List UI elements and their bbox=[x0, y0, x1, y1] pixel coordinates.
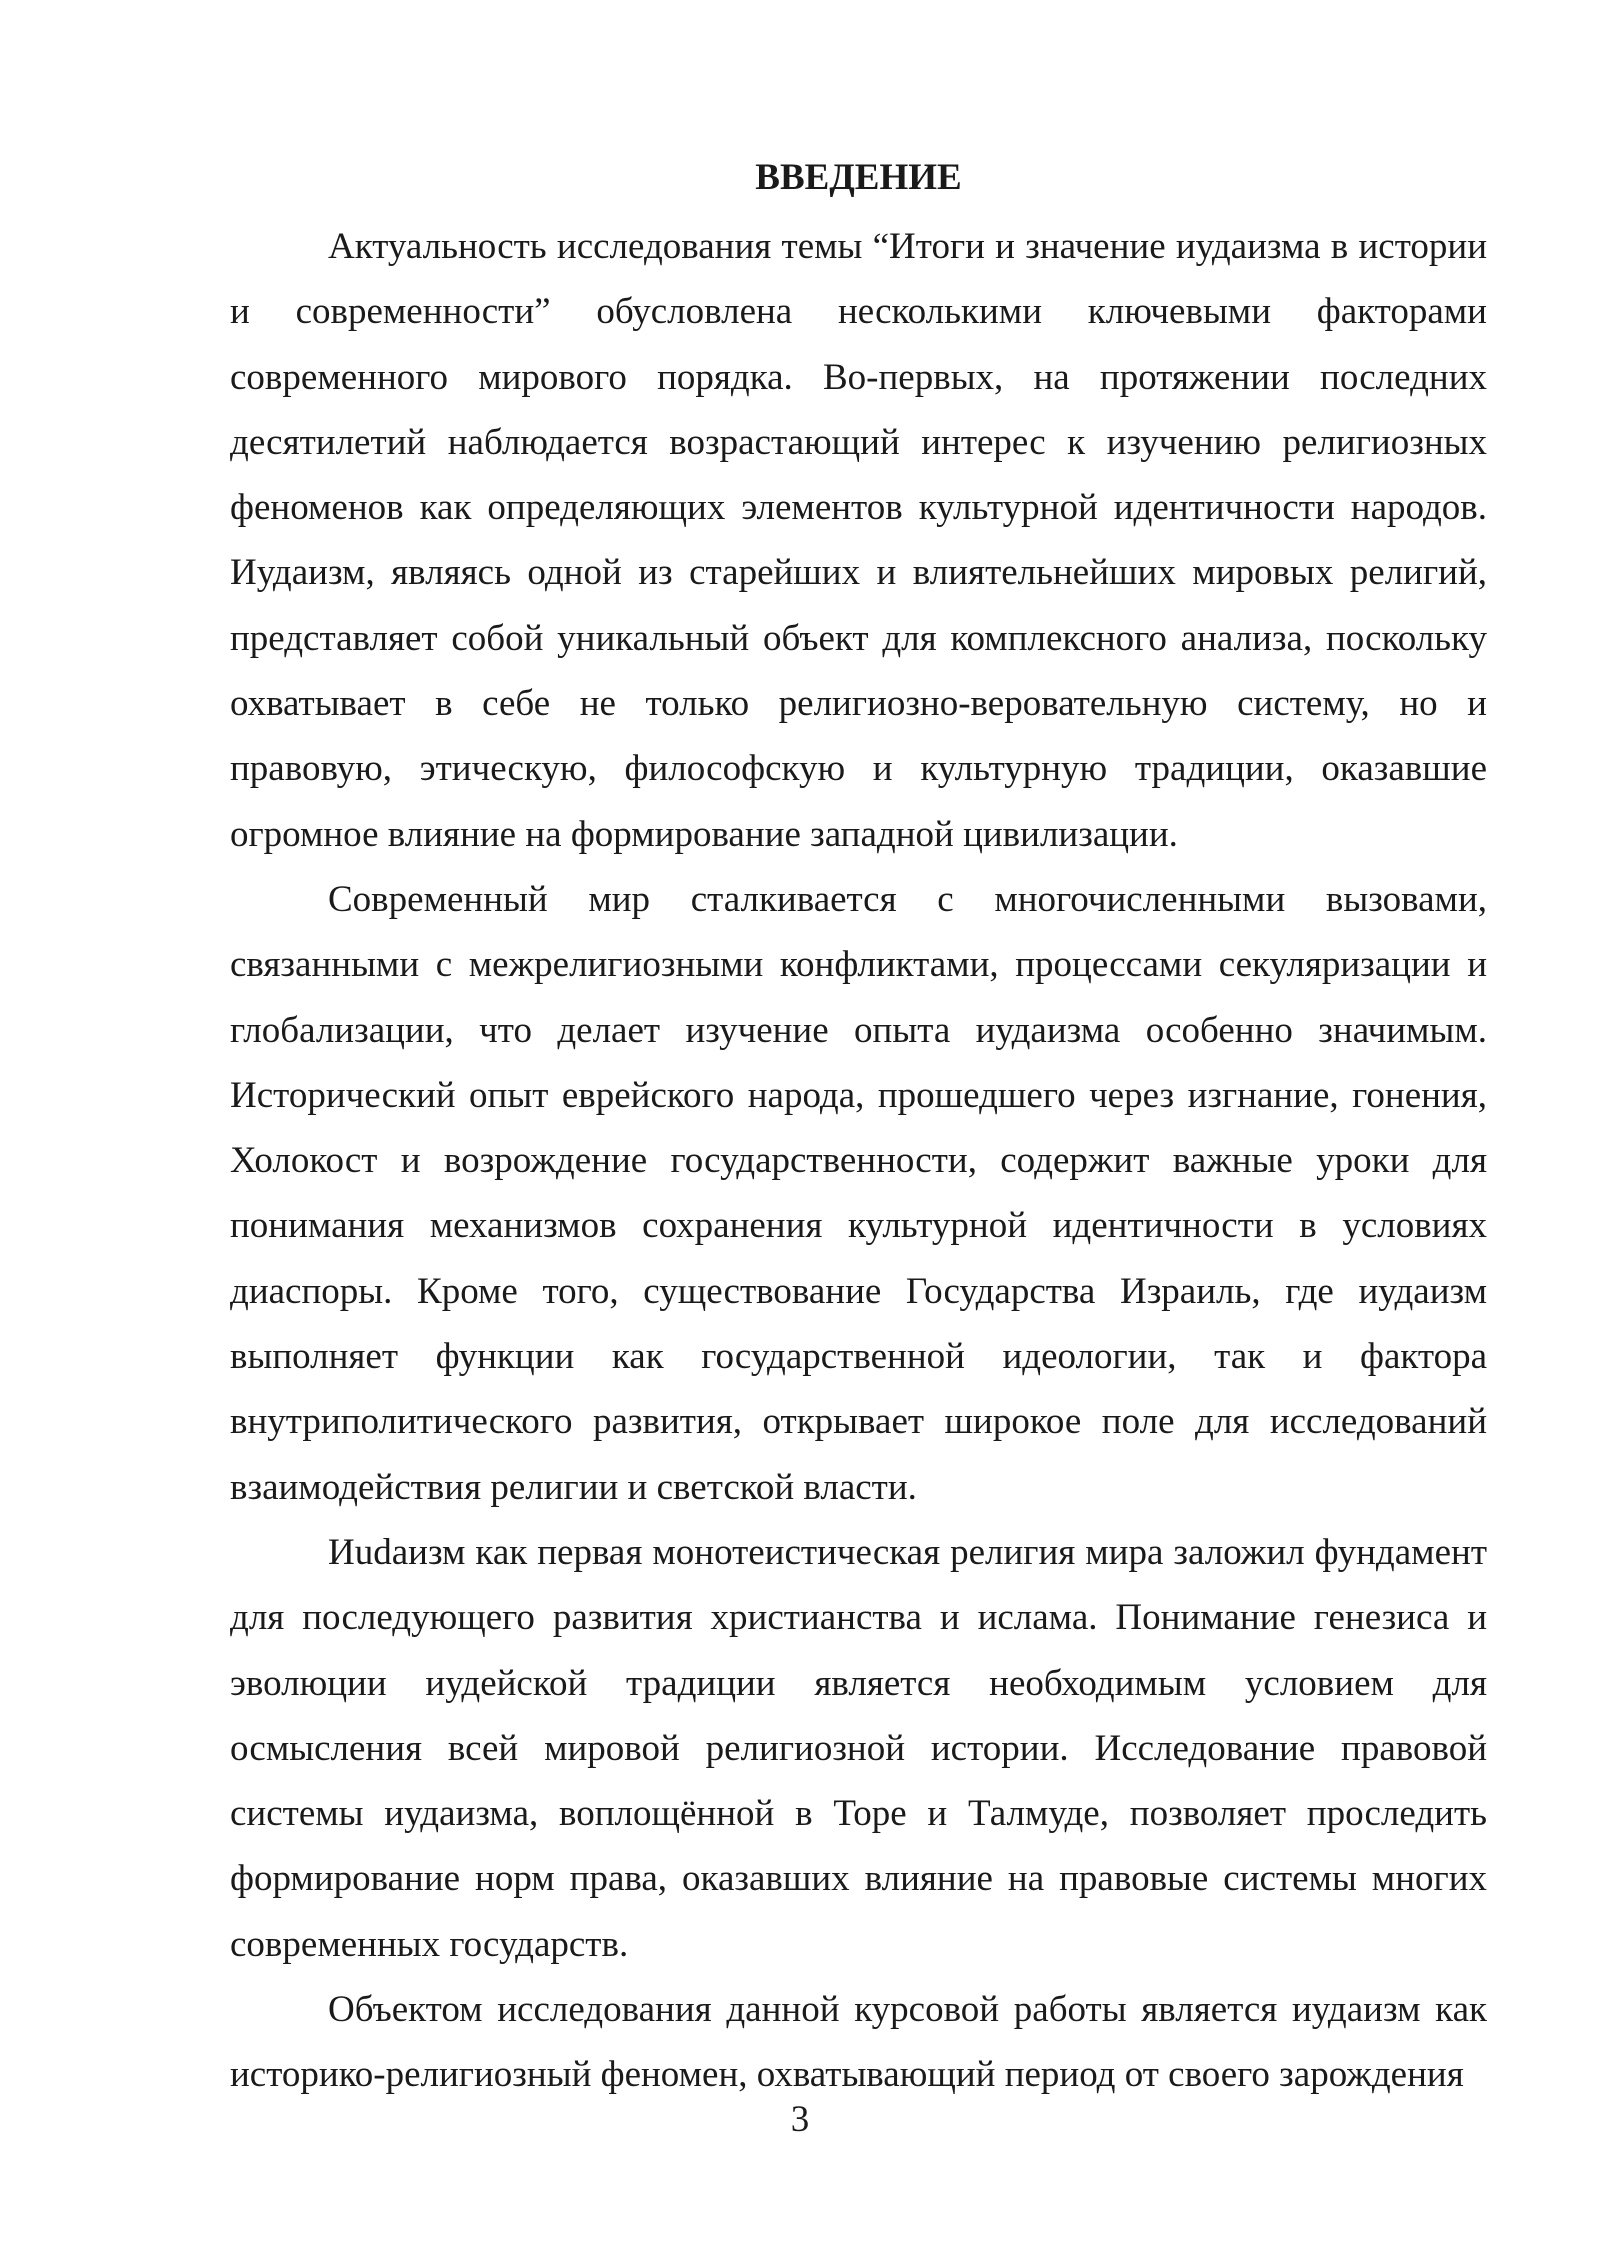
paragraph-modern-challenges: Современный мир сталкивается с многочисленными вызовами, связанными с межрелигиозными конфликтами, процессами секуляризации и глобализации, что делает изучение опыта иудаизма особенно значимым. Исторический опыт еврейского народа, прошедшего через изгнание, гонения, Холокост и возрождение государственности, содержит важные уроки для понимания механизмов сохранения культурной идентичности в условиях диаспоры. Кроме того, существование Государства Израиль, где иудаизм выполняет функции как государственной идеологии, так и фактора внутриполитического развития, открывает широкое поле для исследований взаимодействия религии и светской власти. bbox=[230, 878, 1487, 1508]
section-heading: ВВЕДЕНИЕ bbox=[755, 157, 962, 198]
paragraph-relevance: Актуальность исследования темы “Итоги и значение иудаизма в истории и современности” обусловлена несколькими ключевыми факторами современного мирового порядка. Во-первых, на протяжении последних десятилетий наблюдается возрастающий интерес к изучению религиозных феноменов как определяющих элементов культурной идентичности народов. Иудаизм, являясь одной из старейших и влиятельнейших мировых религий, представляет собой уникальный объект для комплексного анализа, поскольку охватывает в себе не только религиозно-веровательную систему, но и правовую, этическую, философскую и культурную традиции, оказавшие огромное влияние на формирование западной цивилизации. bbox=[230, 226, 1487, 855]
paragraph-monotheism: Иudaизм как первая монотеистическая религия мира заложил фундамент для последующего развития христианства и ислама. Понимание генезиса и эволюции иудейской традиции является необходимым условием для осмысления всей мировой религиозной истории. Исследование правовой системы иудаизма, воплощённой в Торе и Талмуде, позволяет проследить формирование норм права, оказавших влияние на правовые системы многих современных государств. bbox=[230, 1531, 1487, 1965]
paragraph-research-object: Объектом исследования данной курсовой работы является иудаизм как историко-религиозный феномен, охватывающий период от своего зарождения bbox=[230, 1989, 1487, 2096]
page-content bbox=[230, 148, 1487, 2108]
page-number: 3 bbox=[790, 2099, 810, 2140]
